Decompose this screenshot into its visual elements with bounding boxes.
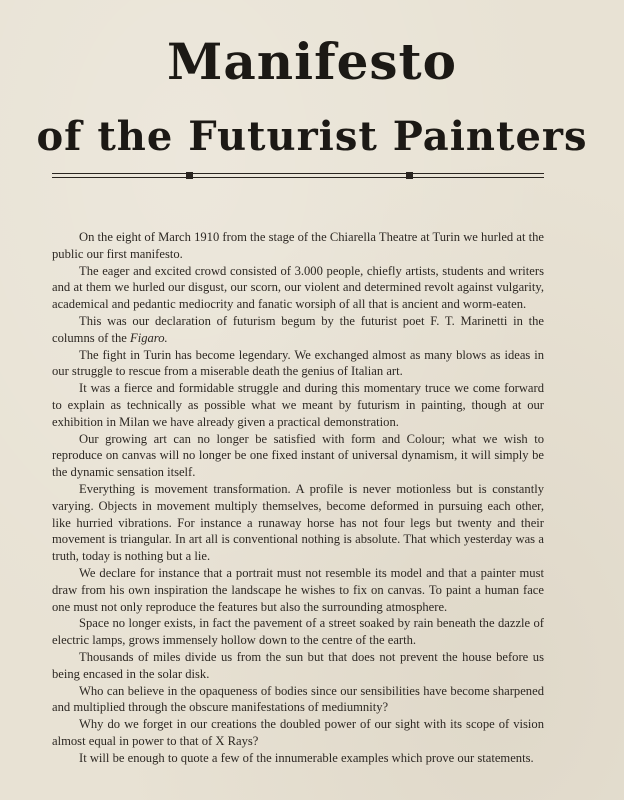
paragraph <box>52 313 544 347</box>
paragraph: We declare for instance that a portrait must not resemble its model and that a painter must draw from his own inspiration the landscape he wishes to fix on canvas. To paint a human face one must not only reproduce the features but also the surrounding atmosphere. <box>52 565 544 614</box>
paragraph: Space no longer exists, in fact the pavement of a street soaked by rain beneath the dazzle of electric lamps, grows immensely hollow down to the centre of the earth. <box>52 616 544 648</box>
divider-square-ornament <box>406 172 413 179</box>
paragraph: Who can believe in the opaqueness of bodies since our sensibilities have become sharpened and multiplied through the obscure manifestations of mediumnity? <box>52 683 544 715</box>
manifesto-body <box>52 229 544 767</box>
paragraph: The eager and excited crowd consisted of 3.000 people, chiefly artists, students and writers and at them we hurled our disgust, our scorn, our violent and determined revolt against vulgarity, academical and pedantic mediocrity and fanatic worsiph of all that is ancient and worm-eaten. <box>52 263 544 312</box>
paragraph-text: This was our declaration of futurism begum by the futurist poet F. T. Marinetti in the columns of the <box>52 313 544 345</box>
page-title: Manifesto <box>166 32 457 91</box>
paragraph: Everything is movement transformation. A profile is never motionless but is constantly varying. Objects in movement multiply themselves, become deformed in pursuing each other, like hurried vibrations. For instance a runaway horse has not four legs but twenty and their movement is triangular. In art all is conventional nothing is absolute. That which yesterday was a truth, today is nothing but a lie. <box>52 481 544 564</box>
paragraph: Why do we forget in our creations the doubled power of our sight with its scope of vision almost equal in power to that of X Rays? <box>52 717 544 748</box>
page-subtitle: of the Futurist Painters <box>36 113 588 160</box>
newspaper-name: Figaro. <box>130 330 168 345</box>
paragraph: The fight in Turin has become legendary. We exchanged almost as many blows as ideas in our struggle to rescue from a miserable death the genius of Italian art. <box>52 347 544 379</box>
paragraph: Our growing art can no longer be satisfied with form and Colour; what we wish to reproduce on canvas will no longer be one fixed instant of universal dynamism, it will simply be the dynamic sensation itself. <box>52 431 544 480</box>
paragraph: On the eight of March 1910 from the stage of the Chiarella Theatre at Turin we hurled at the public our first manifesto. <box>52 230 544 261</box>
paragraph: It will be enough to quote a few of the innumerable examples which prove our statements. <box>79 750 534 765</box>
paragraph: It was a fierce and formidable struggle and during this momentary truce we come forward to explain as technically as possible what we meant by futurism in painting, though at our exhibition in Milan we have already given a practical demonstration. <box>52 381 544 429</box>
paragraph: Thousands of miles divide us from the sun but that does not prevent the house before us being encased in the solar disk. <box>52 649 544 681</box>
ornamental-divider <box>52 170 544 182</box>
divider-square-ornament <box>186 172 193 179</box>
